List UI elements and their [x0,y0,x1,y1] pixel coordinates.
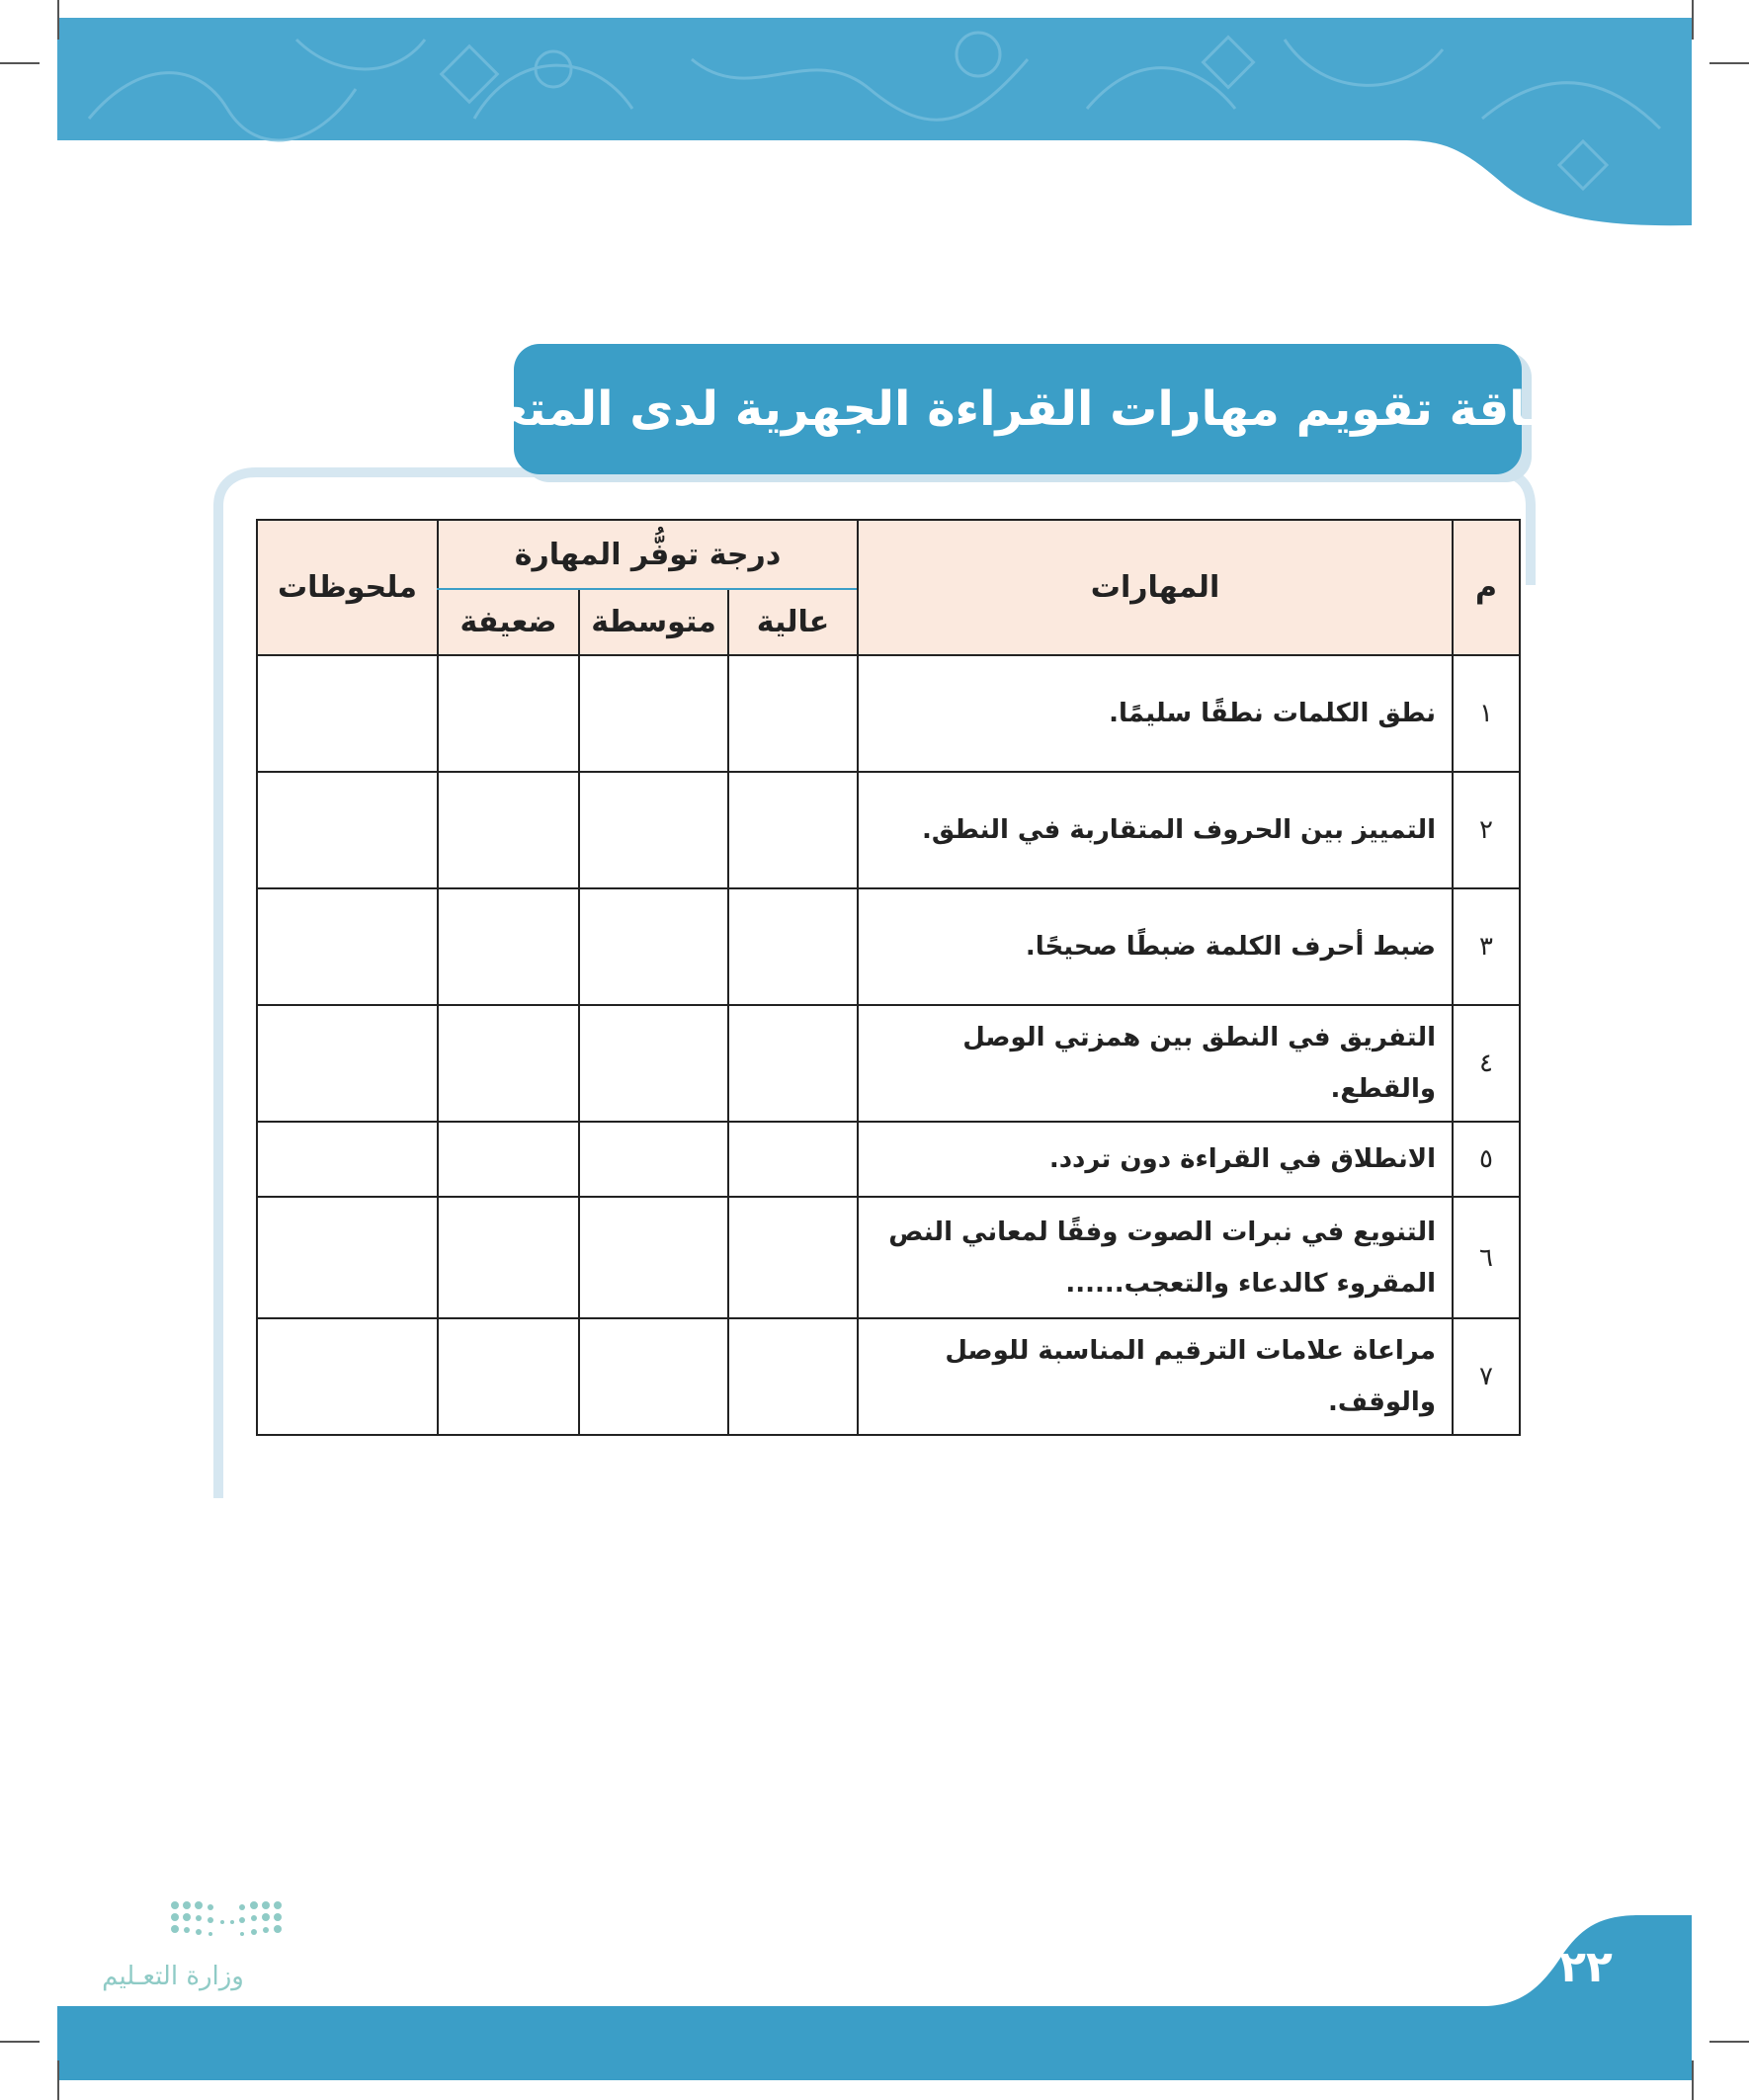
header-high: عالية [728,589,858,655]
page-title: بطاقة تقويم مهارات القراءة الجهرية لدى المتعلم [445,381,1591,437]
cell-low[interactable] [438,655,579,772]
cell-low[interactable] [438,1197,579,1318]
cell-notes[interactable] [257,1318,438,1435]
cell-medium[interactable] [579,772,728,888]
cell-low[interactable] [438,1005,579,1122]
cell-high[interactable] [728,655,858,772]
row-number: ٢ [1453,772,1520,888]
cell-low[interactable] [438,888,579,1005]
table-row [257,655,1520,772]
cell-medium[interactable] [579,1005,728,1122]
cell-medium[interactable] [579,1122,728,1197]
skill-text: الانطلاق في القراءة دون تردد. [858,1122,1453,1197]
header-number: م [1453,520,1520,655]
ministry-name: وزارة التعـليم [102,1962,244,1991]
cell-high[interactable] [728,1122,858,1197]
row-number: ٧ [1453,1318,1520,1435]
skill-text: التمييز بين الحروف المتقاربة في النطق. [858,772,1453,888]
row-number: ٤ [1453,1005,1520,1122]
page-number: ٢٢ [1559,1942,1613,1992]
cell-notes[interactable] [257,1122,438,1197]
cell-high[interactable] [728,772,858,888]
cell-low[interactable] [438,772,579,888]
cell-notes[interactable] [257,772,438,888]
header-medium: متوسطة [579,589,728,655]
cell-medium[interactable] [579,655,728,772]
cell-low[interactable] [438,1318,579,1435]
cell-notes[interactable] [257,655,438,772]
skill-text: ضبط أحرف الكلمة ضبطًا صحيحًا. [858,888,1453,1005]
cell-notes[interactable] [257,1197,438,1318]
cell-medium[interactable] [579,888,728,1005]
title-banner [445,344,1591,474]
skill-text: التفريق في النطق بين همزتي الوصل والقطع. [858,1005,1453,1122]
table-row [257,772,1520,888]
header-notes: ملحوظات [257,520,438,655]
header-skills: المهارات [858,520,1453,655]
row-number: ٣ [1453,888,1520,1005]
header-degree: درجة توفُّر المهارة [438,520,858,589]
cell-notes[interactable] [257,1005,438,1122]
cell-high[interactable] [728,1005,858,1122]
skill-text: نطق الكلمات نطقًا سليمًا. [858,655,1453,772]
cell-low[interactable] [438,1122,579,1197]
cell-medium[interactable] [579,1318,728,1435]
row-number: ٦ [1453,1197,1520,1318]
cell-high[interactable] [728,1318,858,1435]
table-row [257,1122,1520,1197]
cell-medium[interactable] [579,1197,728,1318]
table-row [257,1197,1520,1318]
table-row [257,1005,1520,1122]
skills-table [256,519,1521,1436]
header-low: ضعيفة [438,589,579,655]
row-number: ٥ [1453,1122,1520,1197]
cell-high[interactable] [728,1197,858,1318]
table-row [257,1318,1520,1435]
skill-text: مراعاة علامات الترقيم المناسبة للوصل والوقف. [858,1318,1453,1435]
table-row [257,888,1520,1005]
cell-high[interactable] [728,888,858,1005]
row-number: ١ [1453,655,1520,772]
cell-notes[interactable] [257,888,438,1005]
header-banner [0,0,1749,237]
skill-text: التنويع في نبرات الصوت وفقًا لمعاني النص المقروء كالدعاء والتعجب...... [858,1197,1453,1318]
